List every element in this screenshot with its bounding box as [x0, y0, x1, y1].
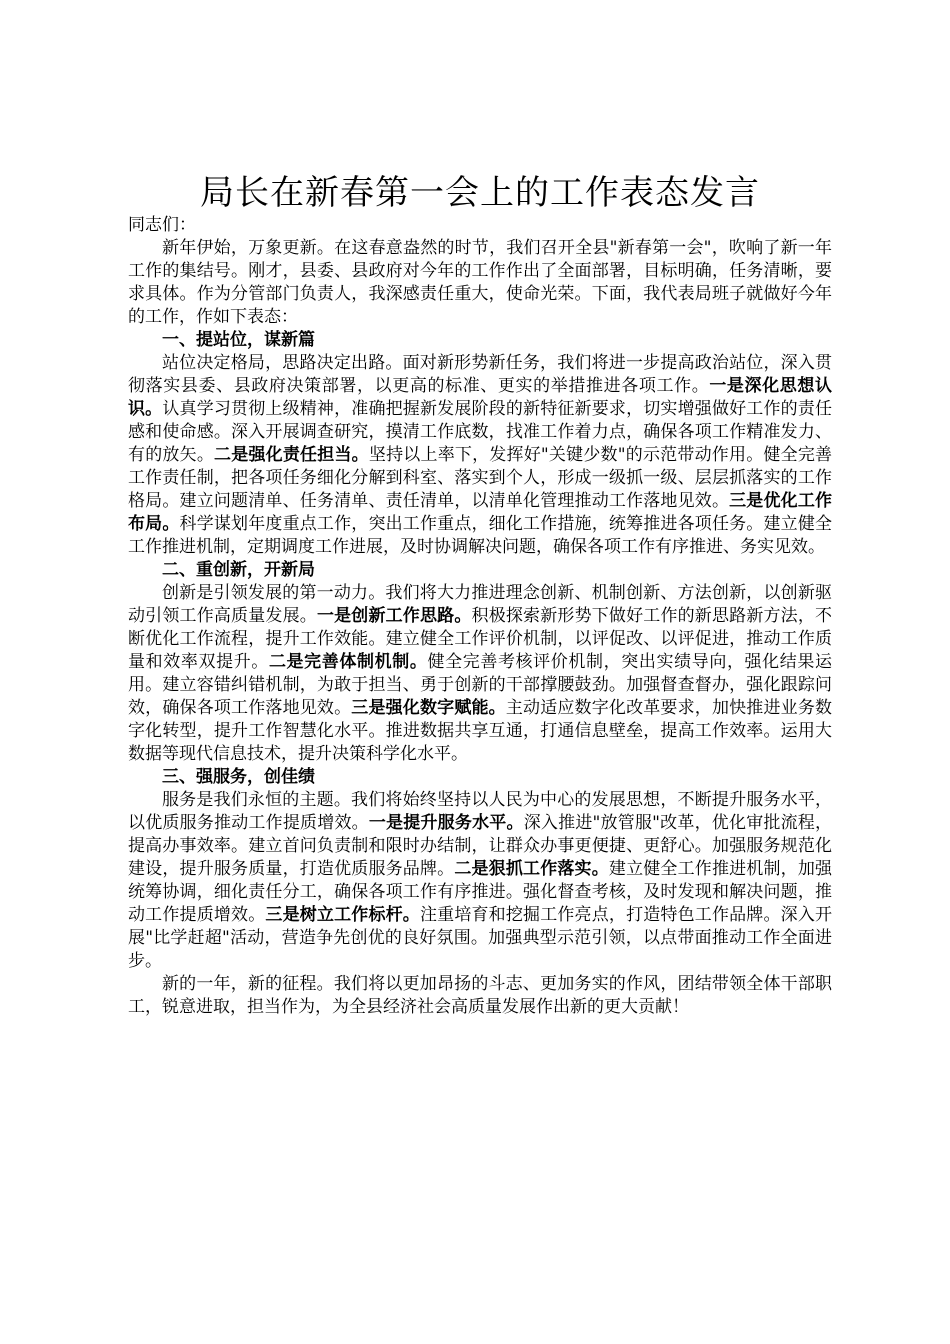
point-text: 积极探索新形势下做好工作的新思路新方法，不断优化工作流程，提升工作效能。建立健全工作评价机制，以评促改、以评促进，推动工作质量和效率双提升。: [128, 606, 833, 672]
point-text: 坚持以上率下，发挥好"关键少数"的示范带动作用。健全完善工作责任制，把各项任务细化分解到科室、落实到个人，形成一级抓一级、层层抓落实的工作格局。建立问题清单、任务清单、责任清单，以清单化管理推动工作落地见效。: [128, 445, 833, 511]
point-label: 一是深化思想认识。: [128, 376, 833, 419]
section-lead: 站位决定格局，思路决定出路。面对新形势新任务，我们将进一步提高政治站位，深入贯彻落实县委、县政府决策部署，以更高的标准、更实的举措推进各项工作。: [128, 353, 832, 396]
point-label: 三是树立工作标杆。: [265, 905, 420, 925]
document-page: [128, 172, 832, 1019]
section-lead: 创新是引领发展的第一动力。我们将大力推进理念创新、机制创新、方法创新，以创新驱动引领工作高质量发展。: [128, 583, 832, 626]
point-label: 二是狠抓工作落实。: [454, 859, 609, 879]
document-title: 局长在新春第一会上的工作表态发言: [200, 173, 760, 213]
point-text: 注重培育和挖掘工作亮点，打造特色工作品牌。深入开展"比学赶超"活动，营造争先创优的良好氛围。加强典型示范引领，以点带面推动工作全面进步。: [128, 905, 833, 971]
section-paragraph: [128, 582, 832, 766]
salutation: 同志们：: [128, 215, 196, 235]
point-text: 主动适应数字化改革要求，加快推进业务数字化转型，提升工作智慧化水平。推进数据共享互通，打通信息壁垒，提高工作效率。运用大数据等现代信息技术，提升决策科学化水平。: [128, 698, 833, 764]
point-label: 二是强化责任担当。: [214, 445, 369, 465]
point-text: 健全完善考核评价机制，突出实绩导向，强化结果运用。建立容错纠错机制，为敢于担当、勇于创新的干部撑腰鼓劲。加强督查督办，强化跟踪问效，确保各项工作落地见效。: [128, 652, 833, 718]
section-heading: 三、强服务，创佳绩: [162, 767, 315, 787]
point-label: 一是提升服务水平。: [368, 813, 524, 833]
section-2: [128, 559, 832, 766]
point-label: 一是创新工作思路。: [316, 606, 472, 626]
point-label: 三是优化工作布局。: [128, 491, 833, 534]
section-paragraph: [128, 789, 832, 973]
point-text: 科学谋划年度重点工作，突出工作重点，细化工作措施，统筹推进各项任务。建立健全工作推进机制，定期调度工作进展，及时协调解决问题，确保各项工作有序推进、务实见效。: [128, 514, 833, 557]
section-1: [128, 329, 832, 559]
section-heading: 二、重创新，开新局: [162, 560, 315, 580]
intro-paragraph: 新年伊始，万象更新。在这春意盎然的时节，我们召开全县"新春第一会"，吹响了新一年工作的集结号。刚才，县委、县政府对今年的工作作出了全面部署，目标明确，任务清晰，要求具体。作为分管部门负责人，我深感责任重大，使命光荣。下面，我代表局班子就做好今年的工作，作如下表态：: [128, 238, 832, 327]
point-text: 建立健全工作推进机制，加强统筹协调，细化责任分工，确保各项工作有序推进。强化督查考核，及时发现和解决问题，推动工作提质增效。: [128, 859, 833, 925]
section-lead: 服务是我们永恒的主题。我们将始终坚持以人民为中心的发展思想，不断提升服务水平，以优质服务推动工作提质增效。: [128, 790, 832, 833]
section-3: [128, 766, 832, 973]
point-label: 三是强化数字赋能。: [351, 698, 506, 718]
point-text: 深入推进"放管服"改革，优化审批流程，提高办事效率。建立首问负责制和限时办结制，让群众办事更便捷、更舒心。加强服务规范化建设，提升服务质量，打造优质服务品牌。: [128, 813, 833, 879]
section-heading: 一、提站位，谋新篇: [162, 330, 315, 350]
point-label: 二是完善体制机制。: [268, 652, 428, 672]
closing-paragraph: 新的一年，新的征程。我们将以更加昂扬的斗志、更加务实的作风，团结带领全体干部职工，锐意进取，担当作为，为全县经济社会高质量发展作出新的更大贡献！: [128, 974, 832, 1017]
point-text: 认真学习贯彻上级精神，准确把握新发展阶段的新特征新要求，切实增强做好工作的责任感和使命感。深入开展调查研究，摸清工作底数，找准工作着力点，确保各项工作精准发力、有的放矢。: [128, 399, 833, 465]
section-paragraph: [128, 352, 832, 559]
